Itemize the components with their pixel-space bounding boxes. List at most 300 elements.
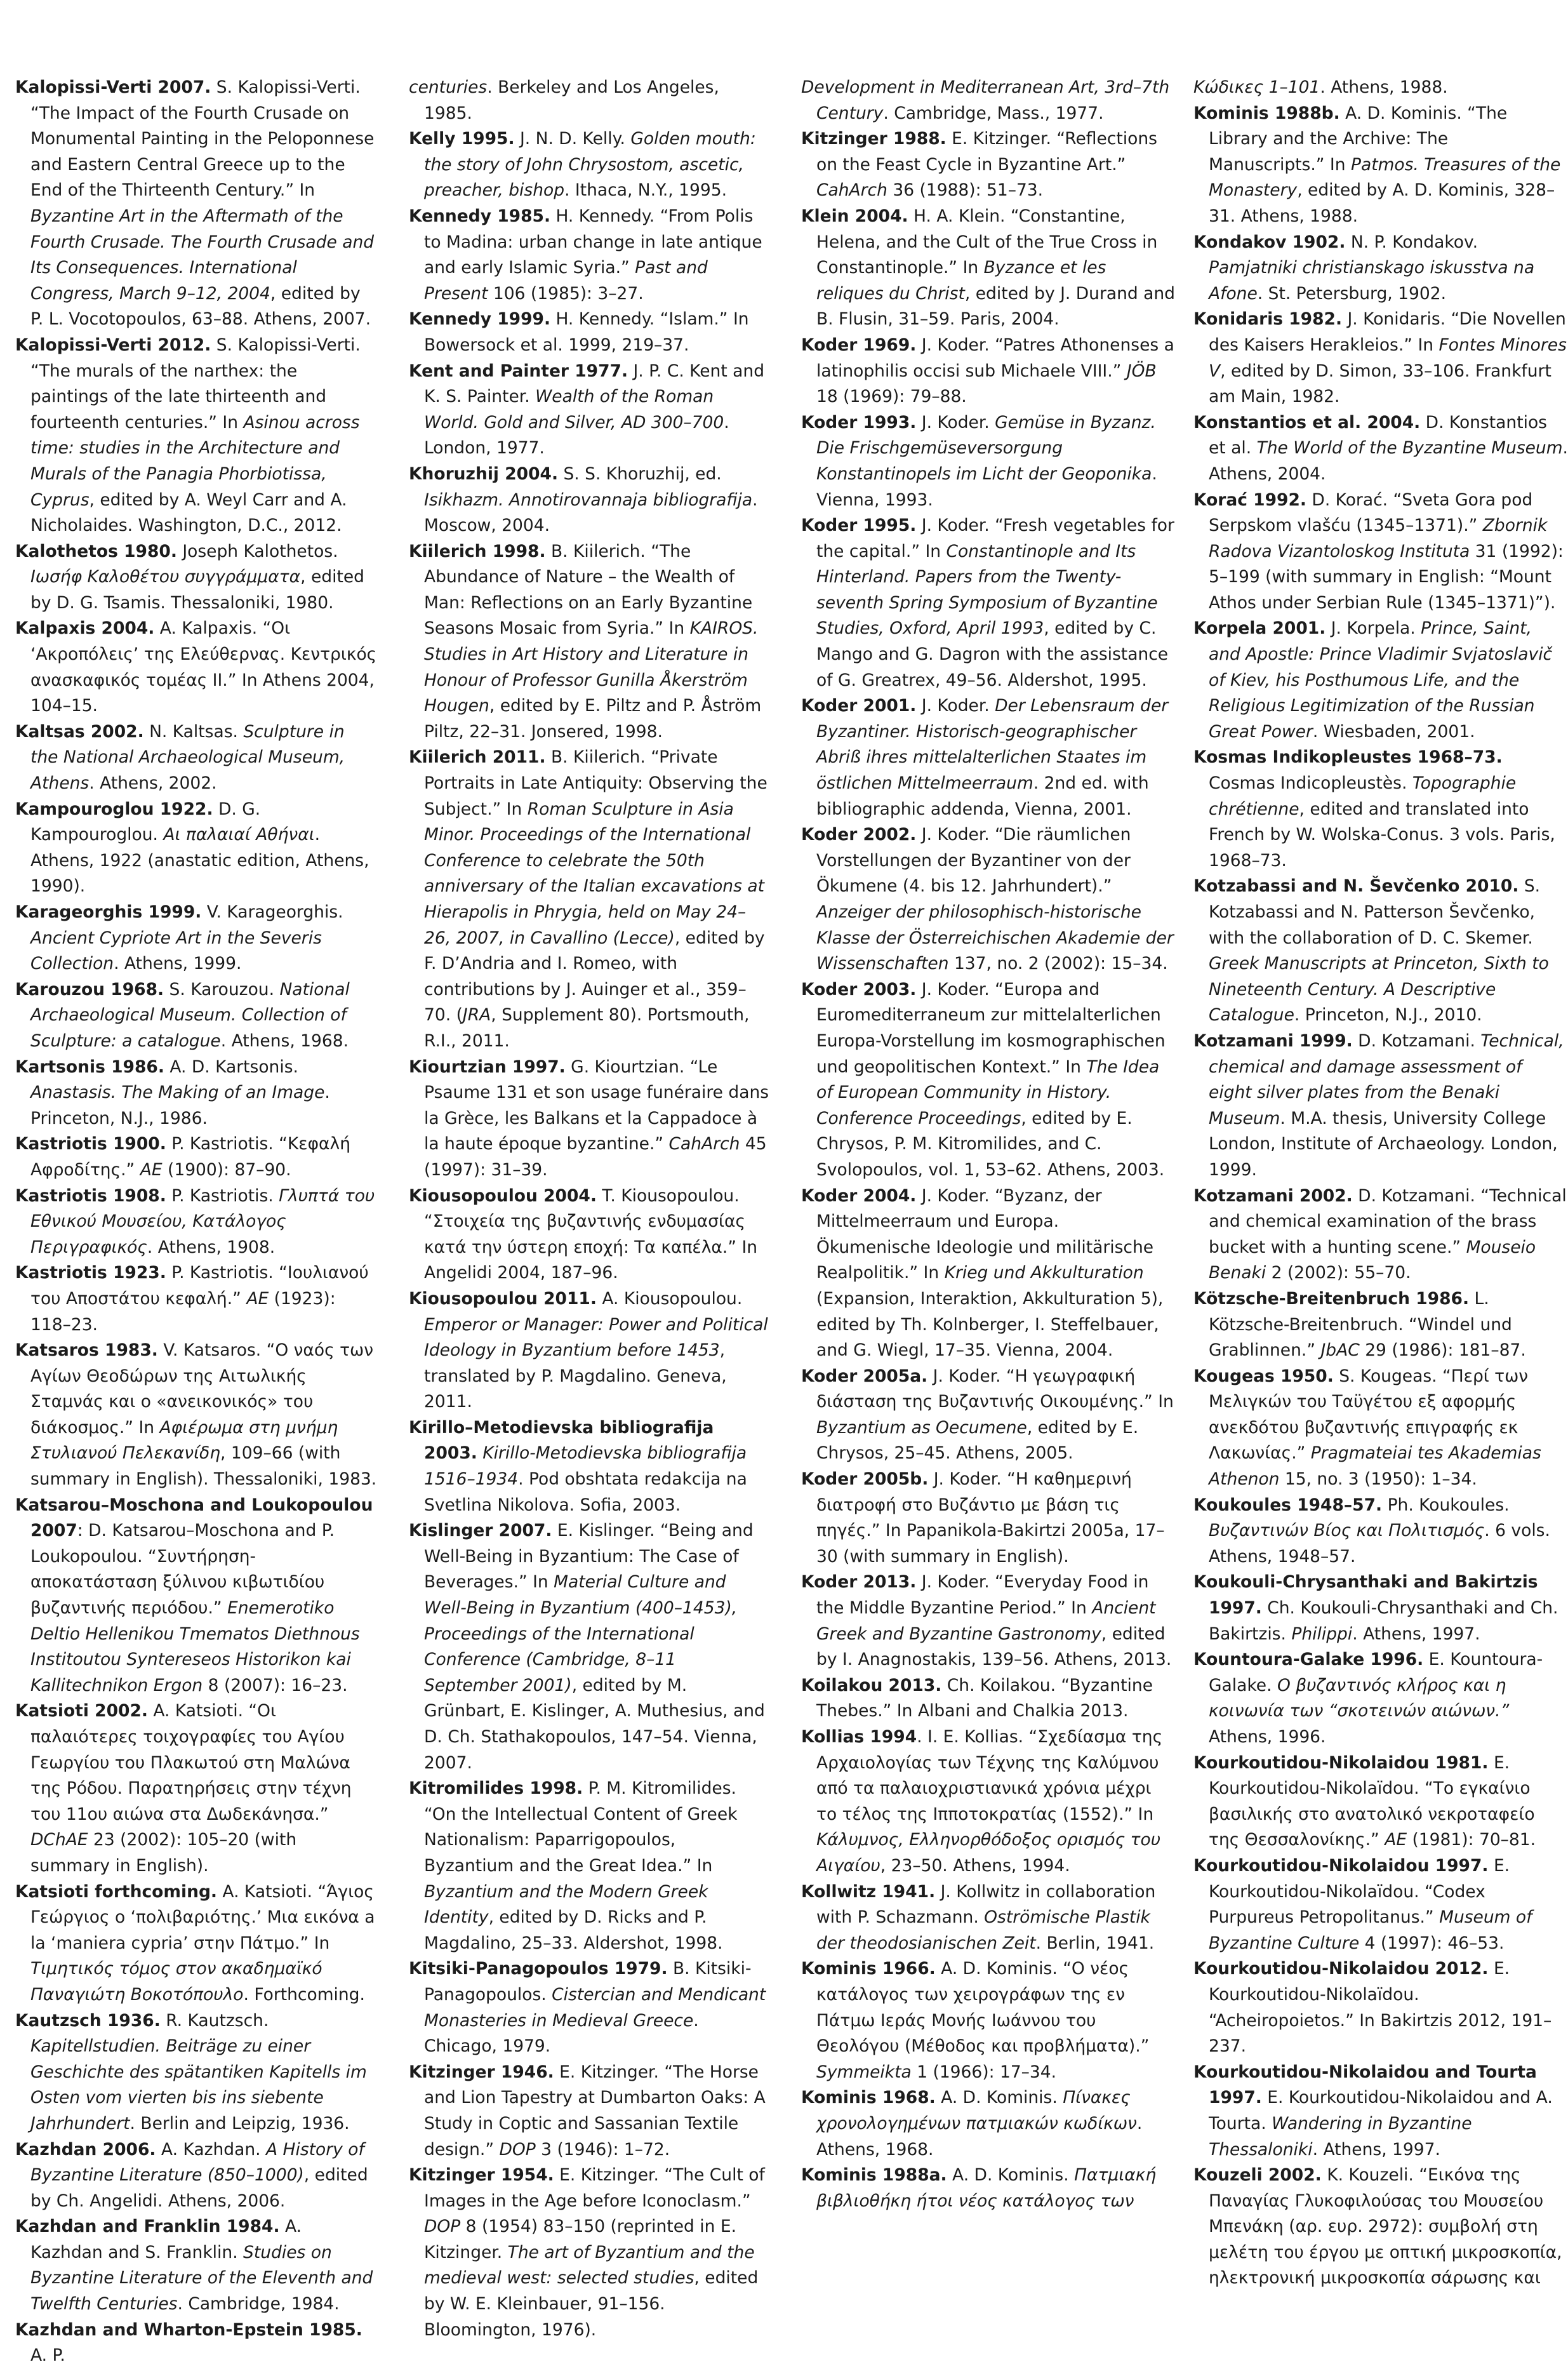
entry-text: Athens, 1996. (1209, 1727, 1326, 1747)
bibliography-entry (409, 75, 769, 126)
entry-key: Koder 2005b. (801, 1469, 929, 1490)
entry-title: Mouseio Benaki (1209, 1237, 1536, 1283)
entry-text: E. Kitzinger. “The Cult of Images in the Age before Iconoclasm.” (424, 2165, 765, 2211)
entry-key: Koder 1995. (801, 516, 917, 536)
entry-text: . Princeton, N.J., 2010. (1294, 1005, 1482, 1025)
entry-title: Oströmische Plastik der theodosianischen Zeit (816, 1907, 1150, 1953)
entry-text: 8 (2007): 16–23. (203, 1675, 348, 1695)
entry-text: . Princeton, N.J., 1986. (30, 1083, 330, 1128)
entry-key: Kitzinger 1988. (801, 129, 947, 149)
bibliography-entry (15, 2214, 377, 2317)
entry-title: Πίνακες χρονολογημένων πατμιακών κωδίκων (816, 2088, 1137, 2133)
entry-text: V. Karageorghis. (201, 902, 343, 922)
entry-key: Kalopissi-Verti 2012. (15, 335, 211, 355)
entry-key: Kitromilides 1998. (409, 1778, 583, 1799)
entry-text: . St. Petersburg, 1902. (1257, 283, 1447, 304)
entry-key: Kastriotis 1908. (15, 1185, 166, 1206)
entry-text: A. D. Kominis. “The Library and the Archive: The Manuscripts.” In (1209, 103, 1508, 175)
entry-text: A. D. Kominis. (935, 2088, 1063, 2108)
entry-text: 137, no. 2 (2002): 15–34. (948, 954, 1168, 974)
entry-key: Konidaris 1982. (1193, 309, 1343, 330)
entry-key: Kazhdan 2006. (15, 2139, 156, 2159)
entry-text: . Chicago, 1979. (424, 2010, 699, 2057)
bibliography-entry (801, 1184, 1176, 1364)
entry-title: Gemüse in Byzanz. Die Frischgemüseversorgung Konstantinopels im Licht der Geoponika (816, 412, 1156, 484)
entry-text: (1900): 87–90. (162, 1159, 291, 1180)
entry-title: CahArch (816, 180, 887, 201)
entry-title: Philippi (1291, 1624, 1353, 1644)
entry-title: Museum of Byzantine Culture (1209, 1907, 1532, 1953)
entry-text: J. Kollwitz in collaboration with P. Schazmann. (816, 1881, 1156, 1928)
entry-text: . 6 vols. Athens, 1948–57. (1209, 1521, 1550, 1566)
entry-text: . Athens, 1968. (220, 1031, 349, 1051)
entry-text: , edited by D. Ricks and P. Magdalino, 25–33. Aldershot, 1998. (424, 1907, 723, 1953)
entry-text: , 23–50. Athens, 1994. (880, 1855, 1070, 1876)
entry-title: Anzeiger der philosophisch-historische Klasse der Österreichischen Akademie der Wissenschaften (816, 902, 1174, 974)
entry-key: Kourkoutidou-Nikolaidou 1981. (1193, 1752, 1489, 1773)
entry-title: Ο βυζαντινός κλήρος και η κοινωνία των “σκοτεινών αιώνων.” (1209, 1675, 1510, 1721)
entry-text: P. M. Kitromilides. “On the Intellectual Content of Greek Nationalism: Paparrigopoulos, Byzantium and the Great Idea.” In (424, 1778, 738, 1876)
entry-key: Koder 2002. (801, 825, 917, 845)
bibliography-entry (409, 1956, 769, 2059)
bibliography-entry (409, 539, 769, 745)
entry-text: , edited by M. Grünbart, E. Kislinger, A. Muthesius, and D. Ch. Stathakopoulos, 147–54. Vienna, 2007. (424, 1675, 765, 1773)
entry-key: Kotzabassi and N. Ševčenko 2010. (1193, 876, 1519, 897)
entry-key: Korać 1992. (1193, 490, 1306, 510)
bibliography-entry (15, 539, 377, 617)
bibliography-entry (801, 513, 1176, 693)
bibliography-entry (1193, 616, 1568, 745)
entry-text: 1 (1966): 17–34. (911, 2062, 1057, 2082)
entry-text: . Athens, 2004. (1209, 438, 1568, 484)
bibliography-column-1 (15, 75, 377, 2369)
entry-text: S. Kalopissi-Verti. “The Impact of the Fourth Crusade on Monumental Painting in the Peloponnese and Eastern Central Greece up to the End of the Thirteenth Century.” In (30, 77, 375, 201)
entry-text: H. Kennedy. “Islam.” In Bowersock et al. 1999, 219–37. (424, 309, 749, 355)
entry-text: . Athens, 1999. (114, 954, 242, 974)
bibliography-entry (15, 616, 377, 719)
entry-key: Kitzinger 1946. (409, 2062, 554, 2082)
entry-text: , edited by A. D. Kominis, 328–31. Athens, 1988. (1209, 180, 1555, 226)
entry-text: . Berkeley and Los Angeles, 1985. (424, 77, 719, 123)
bibliography-entry (409, 745, 769, 1054)
entry-title: Wealth of the Roman World. Gold and Silver, AD 300–700 (424, 387, 724, 432)
entry-text: B. Kiilerich. “The Abundance of Nature – the Wealth of Man: Reflections on an Early Byzantine Seasons Mosaic from Syria.” In (424, 541, 753, 639)
entry-title: JbAC (1320, 1340, 1360, 1361)
entry-text: . Wiesbaden, 2001. (1312, 721, 1475, 742)
bibliography-entry (1193, 1029, 1568, 1184)
entry-text: B. Kitsiki-Panagopoulos. (424, 1959, 752, 2005)
bibliography-entry (801, 1725, 1176, 1879)
entry-text: . Athens, 1997. (1352, 1624, 1480, 1644)
entry-text: J. Koder. “Patres Athonenses a latinophilis occisi sub Michaele VIII.” (816, 335, 1174, 381)
entry-text: . Cambridge, 1984. (177, 2294, 340, 2314)
entry-key: Kosmas Indikopleustes 1968–73. (1193, 747, 1503, 768)
entry-text: . I. E. Kollias. “Σχεδίασμα της Αρχαιολογίας των Τέχνης της Καλύμνου από τα παλαιοχριστιανικά χρόνια μέχρι το τέλος της Ιπποτοκρατίας (1552).” In (816, 1727, 1163, 1824)
bibliography-column-2 (409, 75, 769, 2343)
bibliography-entry (801, 1956, 1176, 2085)
entry-text: A. Katsioti. “Άγιος Γεώργιος ο ‘πολιβαριότης.’ Μια εικόνα a la ‘maniera cypria’ στην Πάτμο.” In (30, 1881, 375, 1953)
bibliography-entry (1193, 1184, 1568, 1286)
entry-text: L. Kötzsche-Breitenbruch. “Windel und Grablinnen.” (1209, 1288, 1512, 1361)
entry-title: Studies on Byzantine Literature of the Eleventh and Twelfth Centuries (30, 2242, 373, 2314)
entry-text: 106 (1985): 3–27. (488, 283, 644, 304)
entry-text: D. Kotzamani. “Technical and chemical examination of the brass bucket with a hunting scene.” (1209, 1185, 1567, 1257)
entry-text: J. Koder. “Η γεωγραφική διάσταση της Βυζαντινής Οικουμένης.” In (816, 1366, 1174, 1412)
entry-key: Kent and Painter 1977. (409, 361, 628, 381)
entry-text: , translated by P. Magdalino. Geneva, 2011. (424, 1340, 727, 1412)
bibliography-entry (1193, 1751, 1568, 1853)
entry-title: Technical, chemical and damage assessment of eight silver plates from the Benaki Museum (1209, 1031, 1564, 1128)
entry-text: . Athens, 1997. (1312, 2139, 1440, 2159)
entry-text: 3 (1946): 1–72. (535, 2139, 670, 2159)
entry-text: : D. Katsarou–Moschona and P. Loukopoulou. “Συντήρηση-αποκατάσταση ξύλινου κιβωτιδίου βυζαντινής περιόδου.” (30, 1521, 335, 1618)
bibliography-entry (801, 1467, 1176, 1570)
entry-text: , edited and translated into French by W. Wolska-Conus. 3 vols. Paris, 1968–73. (1209, 799, 1555, 871)
entry-text: A. D. Kartsonis. (164, 1057, 298, 1077)
entry-key: Kiourtzian 1997. (409, 1057, 566, 1077)
entry-text: . Cambridge, Mass., 1977. (883, 103, 1104, 123)
bibliography-entry (409, 204, 769, 307)
entry-text: V. Katsaros. “Ο ναός των Αγίων Θεοδώρων της Αιτωλικής Σταμνάς και ο «ανεικονικός» του διάκοσμος.” In (30, 1340, 374, 1438)
entry-text: , edited by A. Weyl Carr and A. Nicholaides. Washington, D.C., 2012. (30, 490, 347, 536)
entry-title: Τιμητικός τόμος στον ακαδημαϊκό Παναγιώτη Βοκοτόπουλο (30, 1959, 322, 2005)
entry-key: Kastriotis 1900. (15, 1134, 166, 1154)
entry-text: J. Koder. (916, 696, 995, 716)
entry-text: 15, no. 3 (1950): 1–34. (1279, 1469, 1477, 1490)
entry-key: Klein 2004. (801, 206, 908, 226)
bibliography-entry (1193, 1570, 1568, 1647)
entry-title: Byzantium and the Modern Greek Identity (424, 1881, 708, 1928)
entry-title: Ancient Cypriote Art in the Severis Collection (30, 928, 322, 974)
entry-key: Kotzamani 1999. (1193, 1031, 1353, 1051)
bibliography-entry (409, 2163, 769, 2343)
bibliography-entry (1193, 75, 1568, 101)
entry-key: Kourkoutidou-Nikolaidou 2012. (1193, 1959, 1489, 1979)
entry-title: Ιωσήφ Καλοθέτου συγγράμματα (30, 567, 301, 587)
entry-key: Katsaros 1983. (15, 1340, 158, 1361)
entry-key: Koder 1993. (801, 412, 917, 432)
bibliography-entry (1193, 1364, 1568, 1493)
entry-title: Αι παλαιαί Αθήναι (163, 825, 315, 845)
entry-title: Material Culture and Well-Being in Byzantium (400–1453), Proceedings of the International Conference (Cambridge, 8–11 September 2001) (424, 1572, 738, 1695)
bibliography-entry (801, 693, 1176, 822)
entry-title: DChAE (30, 1830, 88, 1850)
entry-title: centuries (409, 77, 488, 97)
entry-title: The art of Byzantium and the medieval west: selected studies (424, 2242, 755, 2288)
entry-text: J. N. D. Kelly. (514, 129, 631, 149)
entry-title: Πατμιακή βιβλιοθήκη ήτοι νέος κατάλογος των (816, 2165, 1157, 2211)
entry-text: , edited by E. Piltz and P. Åström Piltz, 22–31. Jonsered, 1998. (424, 696, 762, 742)
bibliography-entry (801, 75, 1176, 126)
entry-text: J. Konidaris. “Die Novellen des Kaisers Herakleios.” In (1209, 309, 1566, 355)
entry-text: 36 (1988): 51–73. (887, 180, 1044, 201)
entry-title: Isikhazm. Annotirovannaja bibliografija (424, 490, 753, 510)
entry-title: National Archaeological Museum. Collection of Sculpture: a catalogue (30, 979, 350, 1051)
entry-title: JÖB (1126, 361, 1157, 381)
entry-key: Kazhdan and Franklin 1984. (15, 2217, 280, 2237)
entry-title: Fontes Minores V (1209, 335, 1567, 381)
entry-text: , edited by I. Anagnostakis, 139–56. Athens, 2013. (816, 1624, 1172, 1670)
entry-key: Katsioti 2002. (15, 1701, 148, 1721)
entry-key: Kartsonis 1986. (15, 1057, 164, 1077)
entry-key: Koder 2001. (801, 696, 917, 716)
entry-key: Kiousopoulou 2011. (409, 1288, 597, 1309)
entry-key: Kourkoutidou-Nikolaidou 1997. (1193, 1855, 1489, 1876)
bibliography-entry (801, 2163, 1176, 2214)
entry-title: JRA (462, 1005, 491, 1025)
entry-title: Enemerotiko Deltio Hellenikou Tmematos Diethnous Institoutou Syntereseos Historikon kai Kallitechnikon Ergon (30, 1598, 360, 1695)
entry-text: J. Koder. “Die räumlichen Vorstellungen der Byzantiner von der Ökumene (4. bis 12. Jahrhundert).” (816, 825, 1131, 897)
entry-text: S. S. Khoruzhij, ed. (558, 464, 722, 484)
entry-text: . Pod obshtata redakcija na Svetlina Nikolova. Sofia, 2003. (424, 1469, 747, 1515)
entry-key: Kiilerich 1998. (409, 541, 546, 561)
entry-text: , edited by P. L. Vocotopoulos, 63–88. Athens, 2007. (30, 283, 371, 330)
entry-key: Kominis 1966. (801, 1959, 936, 1979)
entry-title: Kapitellstudien. Beiträge zu einer Geschichte des spätantiken Kapitells im Osten vom vierten bis ins siebente Jahrhundert (30, 2036, 367, 2133)
entry-key: Khoruzhij 2004. (409, 464, 559, 484)
bibliography-entry (1193, 745, 1568, 874)
entry-text: P. Kastriotis. (166, 1185, 279, 1206)
entry-text: J. Korpela. (1325, 618, 1421, 639)
entry-text: A. Kiousopoulou. (596, 1288, 743, 1309)
entry-text: N. P. Kondakov. (1345, 232, 1478, 252)
bibliography-entry (409, 2060, 769, 2163)
entry-title: DOP (424, 2217, 461, 2237)
entry-text: E. Kislinger. “Being and Well-Being in Byzantium: The Case of Beverages.” In (424, 1521, 754, 1592)
entry-title: Βυζαντινών Βίος και Πολιτισμός (1209, 1521, 1485, 1541)
entry-key: Koder 2004. (801, 1185, 917, 1206)
entry-key: Kislinger 2007. (409, 1521, 552, 1541)
entry-text: K. Kouzeli. “Εικόνα της Παναγίας Γλυκοφιλούσας του Μουσείου Μπενάκη (αρ. ευρ. 2972): συμβολή στη μελέτη του έργου με οπτική μικροσκοπία, ηλεκτρονική μικροσκοπία σάρωσης και (1209, 2165, 1562, 2288)
entry-text: H. A. Klein. “Constantine, Helena, and the Cult of the True Cross in Constantinople.” In (816, 206, 1158, 278)
entry-text: A. P. (30, 2346, 65, 2366)
bibliography-entry (409, 359, 769, 462)
entry-title: AE (1385, 1830, 1407, 1850)
bibliography-entry (1193, 1956, 1568, 2059)
entry-title: Byzantine Art in the Aftermath of the Fourth Crusade. The Fourth Crusade and Its Consequences. International Congress, March 9–12, 2004 (30, 206, 375, 304)
bibliography-entry (409, 307, 769, 358)
bibliography-entry (1193, 1493, 1568, 1570)
entry-title: Past and Present (424, 258, 708, 304)
entry-title: A History of Byzantine Literature (850–1000) (30, 2139, 364, 2185)
bibliography-entry (15, 1055, 377, 1132)
entry-text: . Forthcoming. (243, 1984, 365, 2005)
entry-text: Joseph Kalothetos. (176, 541, 338, 561)
entry-key: Kiilerich 2011. (409, 747, 546, 768)
bibliography-entry (15, 1493, 377, 1699)
entry-key: Kennedy 1985. (409, 206, 551, 226)
bibliography-entry (15, 900, 377, 977)
entry-title: Sculpture in the National Archaeological Museum, Athens (30, 721, 345, 794)
bibliography-entry (15, 1338, 377, 1493)
entry-key: Koder 1969. (801, 335, 917, 355)
entry-text: Ph. Koukoules. (1382, 1495, 1510, 1515)
entry-text: J. P. C. Kent and K. S. Painter. (424, 361, 765, 407)
entry-text: . Berlin and Leipzig, 1936. (130, 2113, 350, 2133)
entry-key: Kourkoutidou-Nikolaidou and Tourta 1997. (1193, 2062, 1537, 2108)
entry-key: Karageorghis 1999. (15, 902, 202, 922)
entry-key: Koukoules 1948–57. (1193, 1495, 1383, 1515)
entry-title: CahArch (668, 1134, 740, 1154)
entry-title: DOP (499, 2139, 536, 2159)
entry-key: Koder 2013. (801, 1572, 917, 1592)
entry-text: J. Koder. “Europa and Euromediterraneum zur mittelalterlichen Europa-Vorstellung im kosmographischen und geopolitischen Kontext.” In (816, 979, 1166, 1077)
entry-text: A. Kazhdan and S. Franklin. (30, 2217, 302, 2262)
entry-title: Roman Sculpture in Asia Minor. Proceedings of the International Conference to celebrate the 50th anniversary of the Italian excavations at Hierapolis in Phrygia, held on May 24–26, 2007, in Cavallino (Lecce) (424, 799, 764, 948)
entry-text: . London, 1977. (424, 412, 729, 458)
entry-text: 29 (1986): 181–87. (1359, 1340, 1526, 1361)
entry-text: D. Korać. “Sveta Gora pod Serpskom vlašću (1345–1371).” (1209, 490, 1533, 536)
entry-text: A. D. Kominis. (947, 2165, 1075, 2185)
entry-key: Konstantios et al. 2004. (1193, 412, 1421, 432)
bibliography-entry (801, 204, 1176, 333)
bibliography-entry (409, 1184, 769, 1286)
entry-text: J. Koder. “Everyday Food in the Middle Byzantine Period.” In (816, 1572, 1149, 1618)
entry-text: 45 (1997): 31–39. (424, 1134, 767, 1180)
entry-text: . 2nd ed. with bibliographic addenda, Vienna, 2001. (816, 773, 1149, 819)
entry-title: Prince, Saint, and Apostle: Prince Vladimir Svjatoslavič of Kiev, his Posthumous Life, and the Religious Legitimization of the Russian Great Power (1209, 618, 1553, 742)
entry-key: Kollwitz 1941. (801, 1881, 936, 1902)
entry-text: 31 (1992): 5–199 (with summary in English: “Mount Athos under Serbian Rule (1345–1371)”). (1209, 541, 1564, 613)
entry-title: Krieg und Akkulturation (944, 1263, 1144, 1283)
entry-title: Κώδικες 1–101 (1193, 77, 1320, 97)
entry-key: Kitzinger 1954. (409, 2165, 554, 2185)
entry-title: Development in Mediterranean Art, 3rd–7th Century (801, 77, 1170, 123)
bibliography-entry (1193, 307, 1568, 410)
entry-key: Korpela 2001. (1193, 618, 1326, 639)
bibliography-entry (1193, 230, 1568, 307)
entry-key: Kaltsas 2002. (15, 721, 144, 742)
bibliography-entry (15, 977, 377, 1055)
entry-key: Koukouli-Chrysanthaki and Bakirtzis 1997. (1193, 1572, 1538, 1618)
entry-title: Pamjatniki christianskago iskusstva na Afone (1209, 258, 1535, 304)
entry-text: , edited by C. Mango and G. Dagron with the assistance of G. Greatrex, 49–56. Aldershot, 1995. (816, 618, 1169, 690)
entry-text: . Moscow, 2004. (424, 490, 758, 536)
entry-text: A. D. Kominis. “Ο νέος κατάλογος των χειρογράφων της εν Πάτμω Ιεράς Μονής Ιωάννου του Θεολόγου (Μέθοδος και προβλήματα).” (816, 1959, 1150, 2057)
entry-key: Kominis 1988a. (801, 2165, 947, 2185)
bibliography-entry (801, 333, 1176, 410)
entry-key: Koder 2003. (801, 979, 917, 999)
entry-text: E. Kourkoutidou-Nikolaidou and A. Tourta. (1209, 2088, 1553, 2133)
entry-key: Kirillo–Metodievska bibliografija 2003. (409, 1417, 714, 1464)
entry-text: , 109–66 (with summary in English). Thessaloniki, 1983. (30, 1443, 377, 1490)
entry-key: Karouzou 1968. (15, 979, 164, 999)
entry-text: , edited by D. G. Tsamis. Thessaloniki, 1980. (30, 567, 364, 613)
entry-key: Katsarou–Moschona and Loukopoulou 2007 (15, 1495, 373, 1541)
bibliography-entry (801, 1879, 1176, 1957)
entry-text: T. Kiousopoulou. “Στοιχεία της βυζαντινής ενδυμασίας κατά την ύστερη εποχή: Τα καπέλα.” In Angelidi 2004, 187–96. (424, 1185, 758, 1283)
bibliography-entry (15, 2318, 377, 2369)
entry-text: , edited by E. Chrysos, 25–45. Athens, 2005. (816, 1417, 1139, 1464)
bibliography-entry (409, 1055, 769, 1184)
bibliography-entry (15, 2137, 377, 2215)
entry-title: Αφιέρωμα στη μνήμη Στυλιανού Πελεκανίδη (30, 1417, 338, 1464)
bibliography-entry (15, 333, 377, 539)
bibliography-entry (1193, 488, 1568, 617)
entry-text: B. Kiilerich. “Private Portraits in Late Antiquity: Observing the Subject.” In (424, 747, 767, 819)
bibliography-entry (409, 126, 769, 204)
entry-title: KAIROS. Studies in Art History and Literature in Honour of Professor Gunilla Åkerström Hougen (424, 618, 759, 716)
entry-title: Κάλυμνος, Ελληνορθόδοξος ορισμός του Αιγαίου (816, 1830, 1161, 1876)
entry-text: Ch. Koukouli-Chrysanthaki and Ch. Bakirtzis. (1209, 1598, 1558, 1644)
entry-text: J. Koder. “Η καθημερινή διατροφή στο Βυζάντιο με βάση τις πηγές.” In Papanikola-Bakirtzi 2005a, 17–30 (with summary in English). (816, 1469, 1165, 1566)
bibliography-entry (1193, 2163, 1568, 2292)
entry-text: (1981): 70–81. (1407, 1830, 1536, 1850)
bibliography-entry (801, 1673, 1176, 1725)
entry-text: P. Kastriotis. “Ιουλιανού του Αποστάτου κεφαλή.” (30, 1263, 369, 1309)
entry-title: Constantinople and Its Hinterland. Papers from the Twenty-seventh Spring Symposium of Byzantine Studies, Oxford, April 1993 (816, 541, 1158, 639)
bibliography-column-4 (1193, 75, 1568, 2292)
entry-text: 23 (2002): 105–20 (with summary in English). (30, 1830, 297, 1876)
entry-text: Ch. Koilakou. “Byzantine Thebes.” In Albani and Chalkia 2013. (816, 1675, 1153, 1721)
entry-text: . Athens, 1922 (anastatic edition, Athens, 1990). (30, 825, 369, 897)
entry-text: E. Kourkoutidou-Nikolaïdou. “Acheiropoietos.” In Bakirtzis 2012, 191–237. (1209, 1959, 1552, 2057)
bibliography-entry (409, 1776, 769, 1956)
bibliography-entry (1193, 2060, 1568, 2163)
entry-key: Kominis 1988b. (1193, 103, 1340, 123)
bibliography-entry (409, 1518, 769, 1776)
entry-text: D. Konstantios et al. (1209, 412, 1547, 458)
entry-text: , edited by E. Chrysos, P. M. Kitromilides, and C. Svolopoulos, vol. 1, 53–62. Athens, 2003. (816, 1108, 1165, 1180)
entry-title: Asinou across time: studies in the Architecture and Murals of the Panagia Phorbiotissa, Cyprus (30, 412, 360, 510)
entry-text: A. Kazhdan. (156, 2139, 266, 2159)
entry-text: A. Katsioti. “Οι παλαιότερες τοιχογραφίες του Αγίου Γεωργίου του Πλακωτού στη Μαλώνα της Ρόδου. Παρατηρήσεις στην τέχνη του 11ου αιώνα στα Δωδεκάνησα.” (30, 1701, 352, 1824)
bibliography-entry (801, 822, 1176, 977)
entry-key: Kötzsche-Breitenbruch 1986. (1193, 1288, 1470, 1309)
entry-key: Kouzeli 2002. (1193, 2165, 1322, 2185)
entry-text: . Athens, 2002. (89, 773, 217, 794)
entry-key: Kennedy 1999. (409, 309, 551, 330)
entry-key: Kountoura-Galake 1996. (1193, 1650, 1424, 1670)
entry-title: Wandering in Byzantine Thessaloniki (1209, 2113, 1472, 2159)
bibliography-entry (1193, 410, 1568, 488)
entry-title: AE (246, 1288, 269, 1309)
entry-title: AE (140, 1159, 163, 1180)
entry-text: E. Kitzinger. “Reflections on the Feast Cycle in Byzantine Art.” (816, 129, 1157, 175)
entry-title: The World of the Byzantine Museum (1256, 438, 1563, 458)
entry-key: Kondakov 1902. (1193, 232, 1346, 252)
entry-key: Kastriotis 1923. (15, 1263, 166, 1283)
bibliography-entry (15, 797, 377, 900)
entry-key: Koilakou 2013. (801, 1675, 942, 1695)
bibliography-entry (15, 2008, 377, 2137)
entry-text: . Athens, 1968. (816, 2113, 1143, 2159)
entry-title: Ancient Greek and Byzantine Gastronomy (816, 1598, 1156, 1644)
entry-title: Γλυπτά του Εθνικού Μουσείου, Κατάλογος Περιγραφικός (30, 1185, 375, 1257)
entry-text: . Athens, 1988. (1320, 77, 1448, 97)
entry-text: E. Kourkoutidou-Nikolaïdou. “Codex Purpureus Petropolitanus.” (1209, 1855, 1510, 1928)
entry-key: Koder 2005a. (801, 1366, 928, 1386)
entry-title: Pragmateiai tes Akademias Athenon (1209, 1443, 1541, 1490)
entry-title: Kirillo-Metodievska bibliografija 1516–1934 (424, 1443, 747, 1490)
entry-text: E. Kitzinger. “The Horse and Lion Tapestry at Dumbarton Oaks: A Study in Coptic and Sassanian Textile design.” (424, 2062, 766, 2159)
bibliography-entry (15, 1698, 377, 1879)
bibliography-entry (801, 1364, 1176, 1467)
bibliography-entry (801, 410, 1176, 513)
bibliography-entry (801, 126, 1176, 204)
entry-text: A. Kalpaxis. “Οι ‘Ακροπόλεις’ της Ελεύθερνας. Κεντρικός ανασκαφικός τομέας ΙΙ.” In Athens 2004, 104–15. (30, 618, 377, 716)
bibliography-entry (801, 2085, 1176, 2163)
entry-title: Anastasis. The Making of an Image (30, 1083, 325, 1103)
entry-text: , edited by W. E. Kleinbauer, 91–156. Bloomington, 1976). (424, 2268, 759, 2340)
entry-text: . Vienna, 1993. (816, 464, 1157, 510)
entry-key: Kollias 1994 (801, 1727, 917, 1747)
entry-text: R. Kautzsch. (160, 2010, 269, 2031)
entry-key: Kalpaxis 2004. (15, 618, 155, 639)
bibliography-entry (1193, 1647, 1568, 1750)
bibliography-column-3 (801, 75, 1176, 2214)
entry-text: S. Kougeas. “Περί των Μελιγκών του Ταϋγέτου εξ αφορμής ανεκδότου βυζαντινής επιγραφής εκ Λακωνίας.” (1209, 1366, 1529, 1464)
